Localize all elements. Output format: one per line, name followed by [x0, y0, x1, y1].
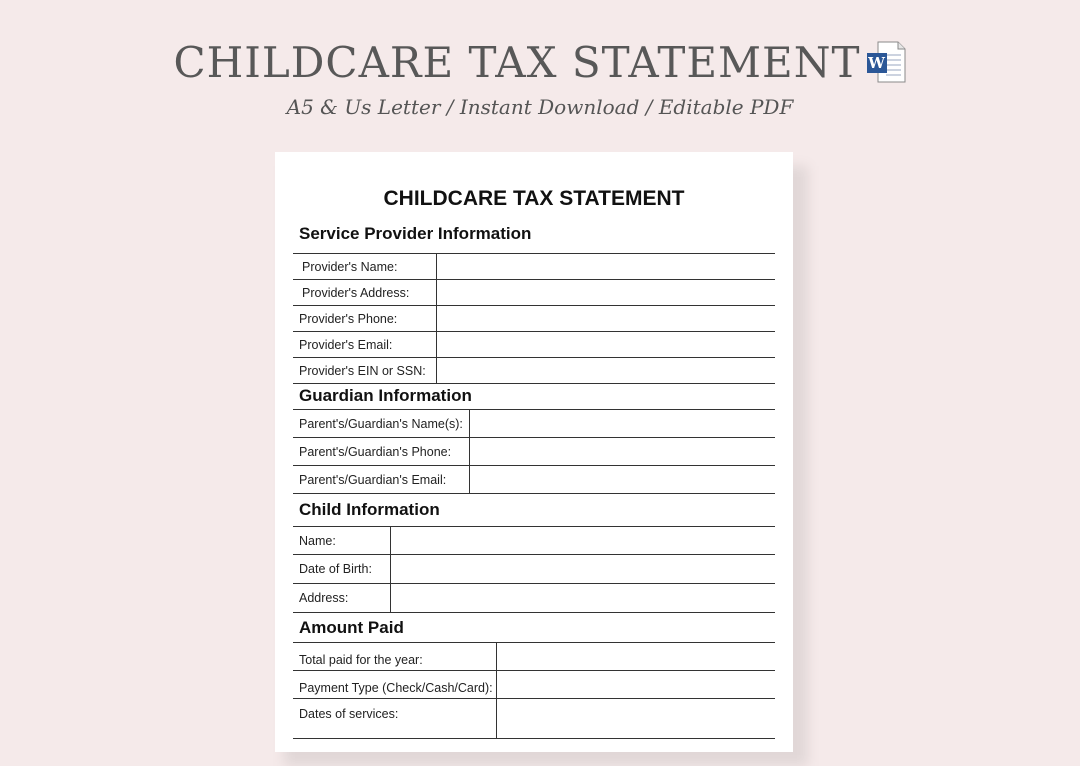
guardian-table: [293, 409, 775, 494]
form-row: [293, 438, 775, 466]
field-label: Provider's EIN or SSN:: [293, 358, 437, 383]
form-row: [293, 555, 775, 584]
field-label: Parent's/Guardian's Email:: [293, 466, 470, 493]
amount-table: [293, 642, 775, 739]
form-row: [293, 584, 775, 613]
amount-section-heading: Amount Paid: [299, 618, 404, 637]
banner-subtitle: A5 & Us Letter / Instant Download / Editable PDF: [286, 95, 794, 119]
field-label: Total paid for the year:: [293, 643, 497, 670]
child-name-field[interactable]: [391, 527, 775, 554]
child-table: [293, 526, 775, 613]
word-icon-letter: W: [868, 54, 887, 72]
form-row: [293, 332, 775, 358]
form-row: [293, 358, 775, 384]
provider-phone-field[interactable]: [437, 306, 775, 331]
form-row: [293, 699, 775, 739]
total-paid-field[interactable]: [497, 643, 775, 670]
provider-email-field[interactable]: [437, 332, 775, 357]
field-label: Parent's/Guardian's Name(s):: [293, 410, 470, 437]
child-dob-field[interactable]: [391, 555, 775, 583]
field-label: Provider's Phone:: [293, 306, 437, 331]
field-label: Parent's/Guardian's Phone:: [293, 438, 470, 465]
field-label: Payment Type (Check/Cash/Card):: [293, 671, 497, 698]
dates-of-services-field[interactable]: [497, 699, 775, 738]
form-row: [293, 280, 775, 306]
provider-section-heading: Service Provider Information: [299, 224, 532, 243]
form-row: [293, 410, 775, 438]
word-document-icon: [866, 41, 906, 83]
form-row: [293, 527, 775, 555]
field-label: Name:: [293, 527, 391, 554]
form-row: [293, 671, 775, 699]
payment-type-field[interactable]: [497, 671, 775, 698]
field-label: Date of Birth:: [293, 555, 391, 583]
form-sheet: [275, 152, 793, 752]
guardian-email-field[interactable]: [470, 466, 775, 493]
banner-title-wrap: [0, 38, 1080, 87]
field-label: Dates of services:: [293, 699, 497, 738]
form-row: [293, 466, 775, 494]
guardian-name-field[interactable]: [470, 410, 775, 437]
provider-address-field[interactable]: [437, 280, 775, 305]
banner-title: CHILDCARE TAX STATEMENT: [173, 38, 861, 87]
guardian-phone-field[interactable]: [470, 438, 775, 465]
provider-table: [293, 253, 775, 384]
provider-name-field[interactable]: [437, 254, 775, 279]
field-label: Provider's Email:: [293, 332, 437, 357]
form-row: [293, 306, 775, 332]
guardian-section-heading: Guardian Information: [299, 386, 472, 405]
field-label: Address:: [293, 584, 391, 612]
field-label: Provider's Name:: [293, 254, 437, 279]
field-label: Provider's Address:: [293, 280, 437, 305]
child-section-heading: Child Information: [299, 500, 440, 519]
provider-ein-field[interactable]: [437, 358, 775, 383]
form-row: [293, 254, 775, 280]
document-title: CHILDCARE TAX STATEMENT: [383, 187, 685, 210]
form-row: [293, 643, 775, 671]
child-address-field[interactable]: [391, 584, 775, 612]
